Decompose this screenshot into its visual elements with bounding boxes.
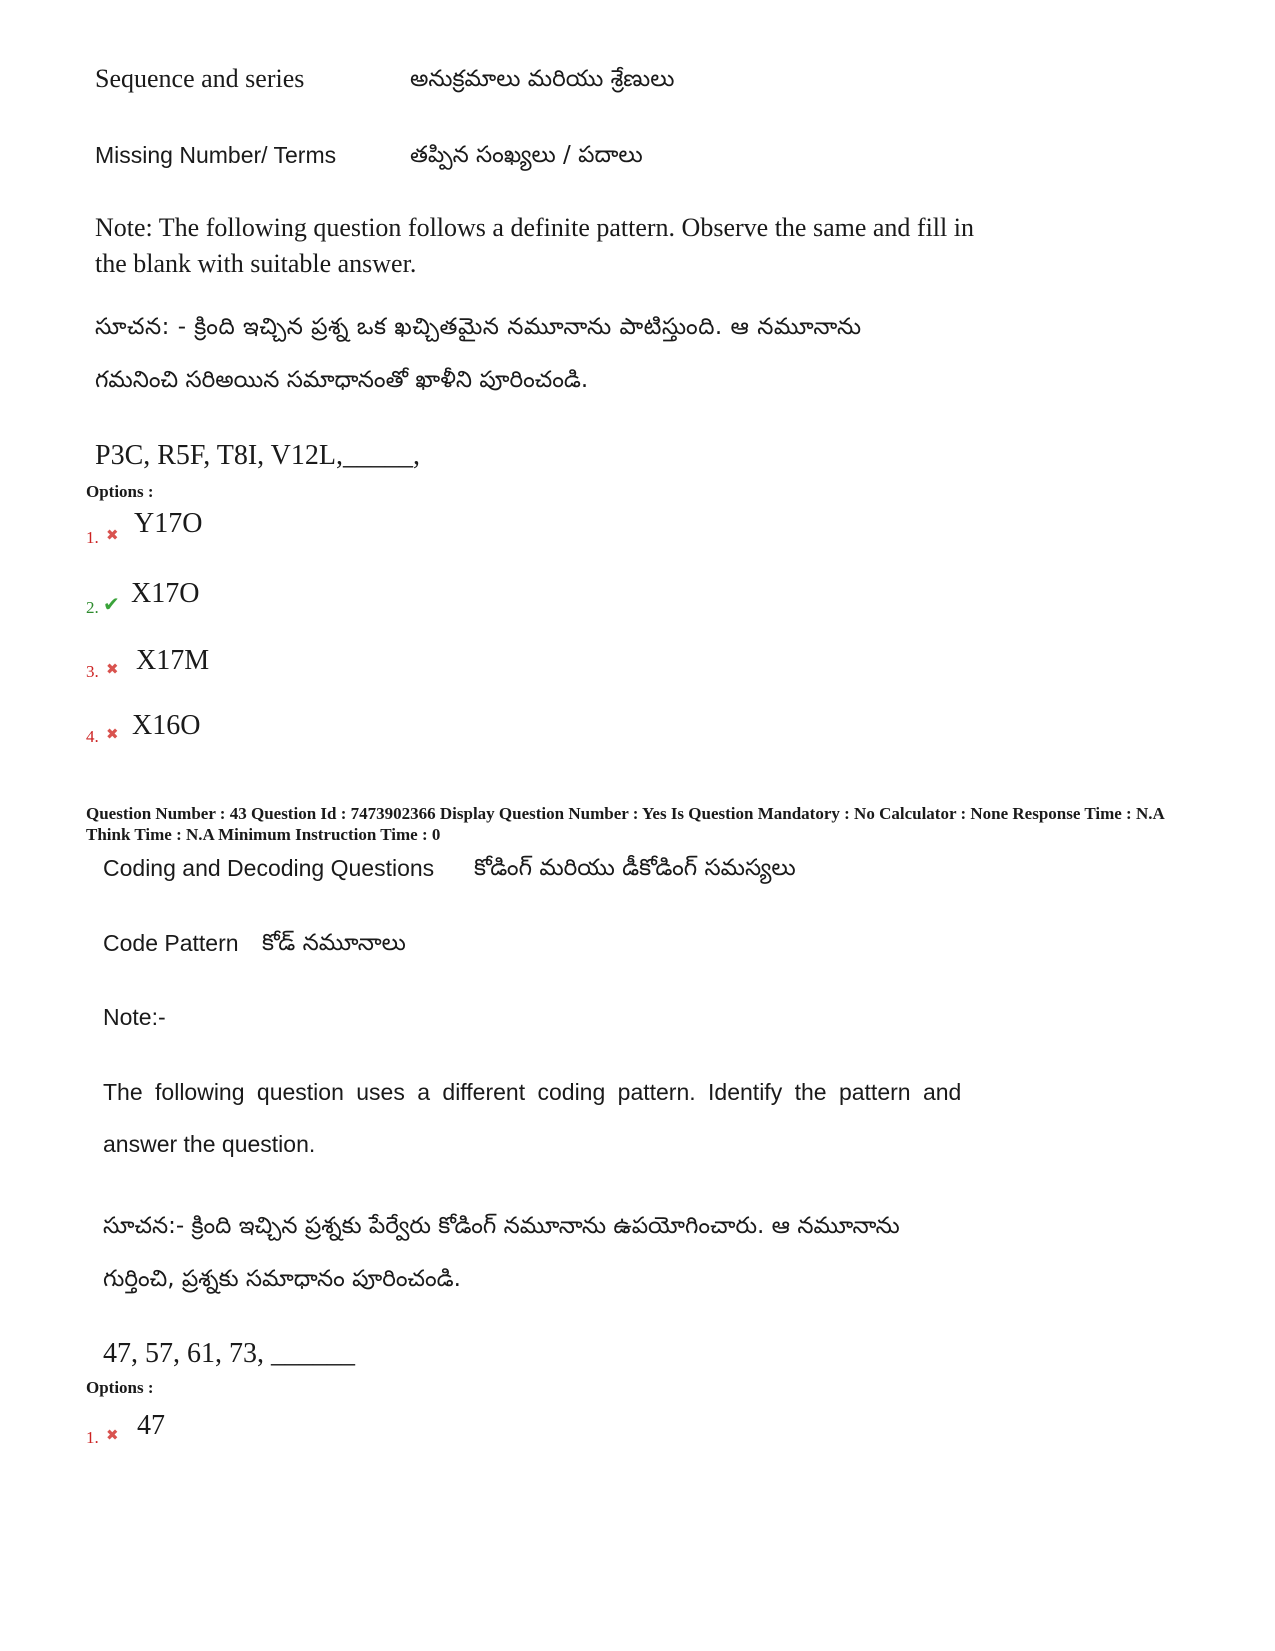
q43-note-en-line1: The following question uses a different coding pattern. Identify the pattern and <box>103 1079 962 1105</box>
q43-subtopic-en: Code Pattern <box>103 930 239 956</box>
q42-subtopic-en: Missing Number/ Terms <box>95 142 337 168</box>
option-number: 3. <box>86 662 99 681</box>
q42-note-en-line1: Note: The following question follows a definite pattern. Observe the same and fill in <box>95 213 974 242</box>
q42-subtopic-te: తప్పిన సంఖ్యలు / పదాలు <box>410 142 643 168</box>
q43-note-en-line2: answer the question. <box>103 1131 316 1157</box>
q43-topic-en: Coding and Decoding Questions <box>103 855 435 881</box>
option-text: X16O <box>132 710 201 741</box>
q43-note-te-line1: సూచన:- క్రింది ఇచ్చిన ప్రశ్నకు పేర్వేరు కోడింగ్ నమూనాను ఉపయోగించారు. ఆ నమూనాను <box>103 1213 900 1239</box>
q43-topic-te: కోడింగ్ మరియు డీకోడింగ్ సమస్యలు <box>474 855 796 881</box>
option-text: Y17O <box>134 508 203 539</box>
q42-topic-te: అనుక్రమాలు మరియు శ్రేణులు <box>410 66 675 92</box>
q43-options-label: Options : <box>86 1378 154 1397</box>
q42-note-te-line1: సూచన: - క్రింది ఇచ్చిన ప్రశ్న ఒక ఖచ్చితమైన నమూనాను పాటిస్తుంది. ఆ నమూనాను <box>95 314 862 340</box>
option-text: 47 <box>137 1410 165 1441</box>
q43-subtopic-te: కోడ్ నమూనాలు <box>262 930 406 956</box>
option-number: 4. <box>86 727 99 746</box>
wrong-icon: ✖ <box>106 725 119 743</box>
wrong-icon: ✖ <box>106 1426 119 1444</box>
q43-meta: Question Number : 43 Question Id : 7473902366 Display Question Number : Yes Is Question Mandatory : No Calculator : None Response Time : N.A Think Time : N.A Minimum Instruction Time : 0 <box>86 804 1164 844</box>
q42-question: P3C, R5F, T8I, V12L,_____, <box>95 440 420 471</box>
q42-topic-en: Sequence and series <box>95 64 305 93</box>
q43-question: 47, 57, 61, 73, ______ <box>103 1338 355 1369</box>
option-text: X17O <box>131 578 200 609</box>
option-number: 1. <box>86 1428 99 1447</box>
q42-note-te-line2: గమనించి సరిఅయిన సమాధానంతో ఖాళీని పూరించండి. <box>95 367 589 393</box>
option-number: 2. <box>86 598 99 617</box>
q42-note-en-line2: the blank with suitable answer. <box>95 249 417 278</box>
option-number: 1. <box>86 528 99 547</box>
q42-options-label: Options : <box>86 482 154 501</box>
q43-note-label: Note:- <box>103 1004 166 1030</box>
wrong-icon: ✖ <box>106 526 119 544</box>
wrong-icon: ✖ <box>106 660 119 678</box>
check-icon: ✔ <box>103 592 120 616</box>
option-text: X17M <box>136 645 210 676</box>
q43-note-te-line2: గుర్తించి, ప్రశ్నకు సమాధానం పూరించండి. <box>103 1266 461 1292</box>
